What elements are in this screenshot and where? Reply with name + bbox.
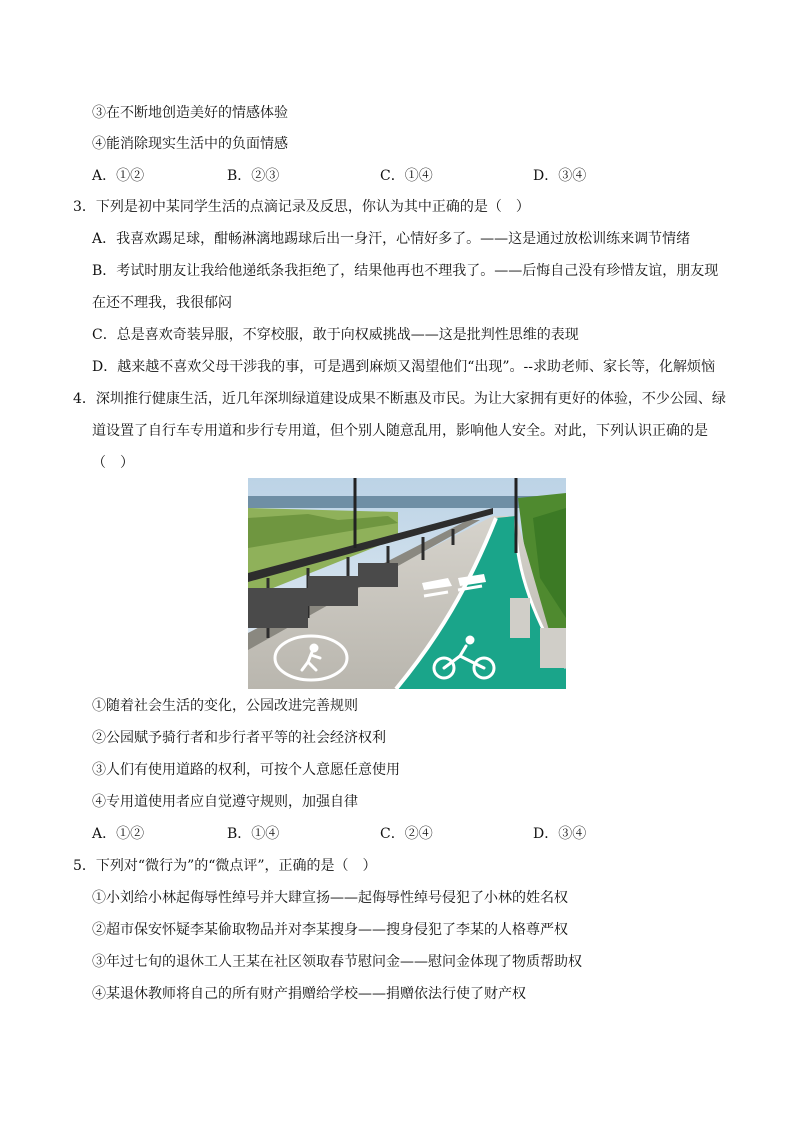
q2-item-4: ④能消除现实生活中的负面情感 [92, 136, 288, 152]
q2-option-a[interactable]: A．①② [92, 168, 145, 184]
q3-option-b[interactable]: B．考试时朋友让我给他递纸条我拒绝了，结果他再也不理我了。——后悔自己没有珍惜友谊，朋友现 [92, 263, 719, 279]
q4-item-3: ③人们有使用道路的权利，可按个人意愿任意使用 [92, 762, 400, 778]
q4-item-2: ②公园赋予骑行者和步行者平等的社会经济权利 [92, 730, 386, 746]
q4-item-4: ④专用道使用者应自觉遵守规则，加强自律 [92, 794, 358, 810]
q4-answer-blank: （ ） [92, 455, 134, 471]
q5-item-1: ①小刘给小林起侮辱性绰号并大肆宣扬——起侮辱性绰号侵犯了小林的姓名权 [92, 890, 568, 906]
q3-option-c[interactable]: C．总是喜欢奇装异服，不穿校服，敢于向权威挑战——这是批判性思维的表现 [92, 327, 579, 343]
q4-stem-line2: 道设置了自行车专用道和步行专用道，但个别人随意乱用，影响他人安全。对此，下列认识正确的是 [92, 423, 708, 439]
q4-stem-line1: 4．深圳推行健康生活，近几年深圳绿道建设成果不断惠及市民。为让大家拥有更好的体验，不少公园、绿 [73, 391, 726, 407]
q5-item-2: ②超市保安怀疑李某偷取物品并对李某搜身——搜身侵犯了李某的人格尊严权 [92, 922, 568, 938]
q4-item-1: ①随着社会生活的变化，公园改进完善规则 [92, 698, 358, 714]
q5-item-4: ④某退休教师将自己的所有财产捐赠给学校——捐赠依法行使了财产权 [92, 986, 526, 1002]
q2-option-b[interactable]: B．②③ [227, 168, 280, 184]
q2-option-c[interactable]: C．①④ [380, 168, 433, 184]
q4-option-a[interactable]: A．①② [92, 826, 145, 842]
q2-item-3: ③在不断地创造美好的情感体验 [92, 105, 288, 121]
q3-option-b-cont: 在还不理我，我很郁闷 [92, 295, 232, 311]
q4-option-d[interactable]: D．③④ [533, 826, 587, 842]
q3-option-a[interactable]: A．我喜欢踢足球，酣畅淋漓地踢球后出一身汗，心情好多了。——这是通过放松训练来调节情绪 [92, 231, 691, 247]
q5-item-3: ③年过七旬的退休工人王某在社区领取春节慰问金——慰问金体现了物质帮助权 [92, 954, 582, 970]
q3-stem: 3．下列是初中某同学生活的点滴记录及反思，你认为其中正确的是（ ） [73, 199, 530, 215]
greenway-photo [248, 478, 566, 689]
q4-option-c[interactable]: C．②④ [380, 826, 433, 842]
q4-option-b[interactable]: B．①④ [227, 826, 280, 842]
q3-option-d[interactable]: D．越来越不喜欢父母干涉我的事，可是遇到麻烦又渴望他们“出现”。--求助老师、家长等，化解烦恼 [92, 359, 715, 375]
q2-option-d[interactable]: D．③④ [533, 168, 587, 184]
q5-stem: 5．下列对“微行为”的“微点评”，正确的是（ ） [73, 858, 377, 874]
